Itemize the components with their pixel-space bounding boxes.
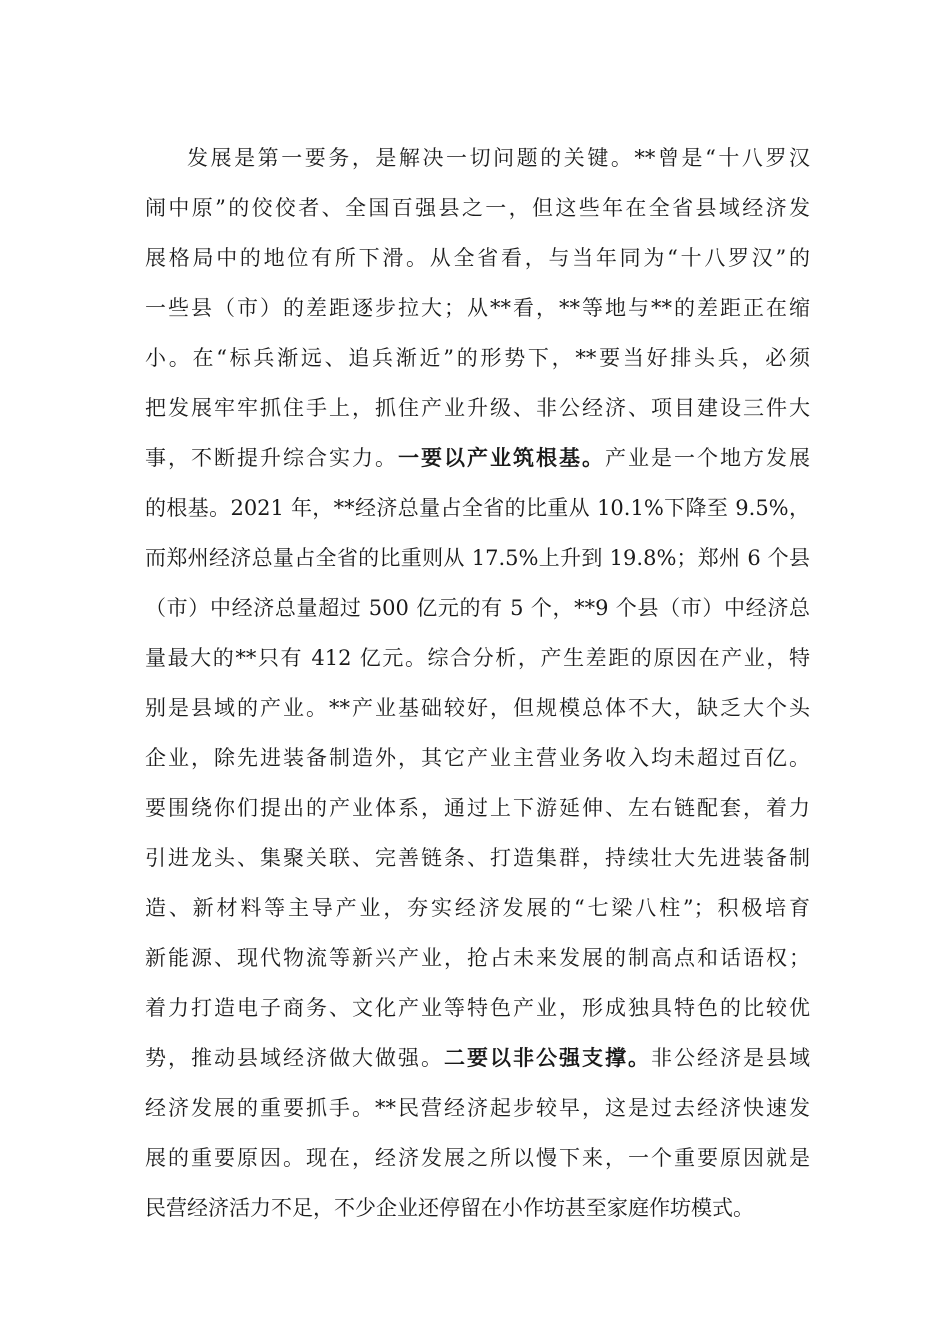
text-run: （市）中经济总量超过 500 亿元的有 5 个，**9 个县（市）中经济总 — [145, 596, 810, 620]
text-line — [145, 183, 810, 233]
text-line — [145, 883, 810, 933]
bold-heading-text: 二要以非公强支撑。 — [444, 1045, 651, 1070]
text-run: 民营经济活力不足，不少企业还停留在小作坊甚至家庭作坊模式。 — [145, 1196, 754, 1220]
text-run: 小。在“标兵渐远、追兵渐近”的形势下，**要当好排头兵，必须 — [145, 346, 810, 370]
text-line — [145, 283, 810, 333]
text-line — [145, 133, 810, 183]
bold-heading-text: 一要以产业筑根基。 — [398, 445, 605, 470]
text-line — [145, 1033, 810, 1083]
text-line — [145, 1133, 810, 1183]
text-run: 而郑州经济总量占全省的比重则从 17.5%上升到 19.8%；郑州 6 个县 — [145, 546, 810, 570]
text-run: 着力打造电子商务、文化产业等特色产业，形成独具特色的比较优 — [145, 996, 810, 1020]
text-run: 造、新材料等主导产业，夯实经济发展的“七梁八柱”；积极培育 — [145, 896, 810, 920]
text-run: 的根基。2021 年，**经济总量占全省的比重从 10.1%下降至 9.5%， — [145, 496, 810, 520]
text-run: 企业，除先进装备制造外，其它产业主营业务收入均未超过百亿。 — [145, 746, 810, 770]
text-line — [145, 783, 810, 833]
text-run: 一些县（市）的差距逐步拉大；从**看，**等地与**的差距正在缩 — [145, 296, 810, 320]
text-line — [145, 333, 810, 383]
text-line — [145, 683, 810, 733]
text-line — [145, 833, 810, 883]
text-line — [145, 583, 810, 633]
text-run: 把发展牢牢抓住手上，抓住产业升级、非公经济、项目建设三件大 — [145, 396, 810, 420]
text-run: 闹中原”的佼佼者、全国百强县之一，但这些年在全省县域经济发 — [145, 196, 810, 220]
text-run: 非公经济是县域 — [651, 1046, 810, 1070]
text-line — [145, 233, 810, 283]
text-line — [145, 433, 810, 483]
text-line — [145, 483, 810, 533]
text-run: 要围绕你们提出的产业体系，通过上下游延伸、左右链配套，着力 — [145, 796, 810, 820]
text-line — [145, 533, 810, 583]
text-line — [145, 1083, 810, 1133]
text-line — [145, 383, 810, 433]
text-run: 展格局中的地位有所下滑。从全省看，与当年同为“十八罗汉”的 — [145, 246, 810, 270]
text-run: 别是县域的产业。**产业基础较好，但规模总体不大，缺乏大个头 — [145, 696, 810, 720]
text-run: 经济发展的重要抓手。**民营经济起步较早，这是过去经济快速发 — [145, 1096, 810, 1120]
body-paragraph — [145, 133, 810, 1233]
text-run: 量最大的**只有 412 亿元。综合分析，产生差距的原因在产业，特 — [145, 646, 810, 670]
text-run: 发展是第一要务，是解决一切问题的关键。**曾是“十八罗汉 — [187, 146, 810, 170]
text-line — [145, 933, 810, 983]
text-line — [145, 983, 810, 1033]
text-run: 势，推动县域经济做大做强。 — [145, 1046, 444, 1070]
text-run: 事，不断提升综合实力。 — [145, 446, 398, 470]
text-line — [145, 633, 810, 683]
text-run: 产业是一个地方发展 — [605, 446, 810, 470]
text-run: 展的重要原因。现在，经济发展之所以慢下来，一个重要原因就是 — [145, 1146, 810, 1170]
text-line — [145, 733, 810, 783]
text-run: 引进龙头、集聚关联、完善链条、打造集群，持续壮大先进装备制 — [145, 846, 810, 870]
text-line — [145, 1183, 810, 1233]
text-run: 新能源、现代物流等新兴产业，抢占未来发展的制高点和话语权； — [145, 946, 810, 970]
